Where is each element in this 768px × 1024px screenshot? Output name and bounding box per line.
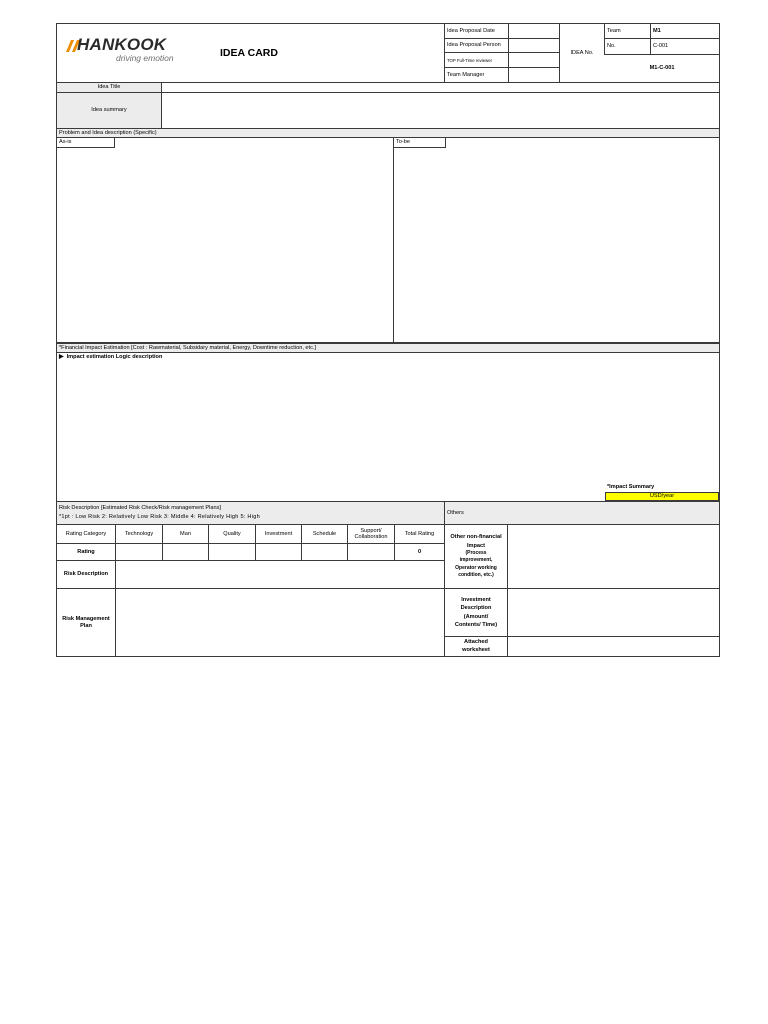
rating-schedule-field[interactable] <box>302 544 347 560</box>
impact-summary-field[interactable]: USD/year <box>605 492 719 501</box>
other-impact-cell <box>445 525 507 588</box>
total-rating-value: 0 <box>417 548 422 555</box>
col-support-collaboration: Support/ Collaboration <box>354 527 388 540</box>
financial-section-label: *Financial Impact Estimation [Cost : Rawmaterial, Subsidary material, Energy, Downtime reduction, etc.] <box>56 343 720 353</box>
triangle-bullet-icon: ▶ <box>59 354 64 361</box>
col-total-rating: Total Rating <box>404 530 435 537</box>
idea-summary-field[interactable] <box>162 93 719 128</box>
idea-code: M1-C-001 <box>649 64 675 71</box>
brand-name: HANKOOK <box>77 35 167 54</box>
risk-section-label: Risk Description [Estimated Risk Check/Risk management Plans] <box>59 505 221 511</box>
rating-label: Rating <box>77 548 95 555</box>
rating-investment-field[interactable] <box>256 544 301 560</box>
other-impact-field[interactable] <box>508 525 719 588</box>
risk-description-field[interactable] <box>116 561 444 588</box>
impact-logic-row <box>57 353 357 362</box>
col-rating-category: Rating Category <box>65 530 107 537</box>
attached-worksheet-label: Attached worksheet <box>462 638 490 653</box>
card-title: IDEA CARD <box>220 47 278 59</box>
impact-logic-label: Impact estimation Logic description <box>66 354 163 361</box>
proposal-date-label: Idea Proposal Date <box>447 27 495 34</box>
top-reviewer-field[interactable] <box>509 53 558 67</box>
top-reviewer-label: TOP Full-Time reviewer <box>447 57 493 63</box>
other-impact-note: (Process improvement, Operator working condition, etc.) <box>455 549 497 579</box>
impact-summary-label: *Impact Summary <box>607 484 655 490</box>
col-quality: Quality <box>223 530 241 537</box>
team-manager-field[interactable] <box>509 68 558 82</box>
idea-title-field[interactable] <box>162 83 719 92</box>
investment-description-label: Investment Description (Amount/ Contents/ Time) <box>454 596 498 628</box>
proposal-date-field[interactable] <box>509 24 558 38</box>
idea-title-label: Idea Title <box>57 83 161 92</box>
to-be-field[interactable] <box>395 149 719 342</box>
risk-plan-label: Risk Management Plan <box>62 616 110 629</box>
no-label: No. <box>607 43 616 50</box>
risk-description-label: Risk Description <box>63 571 109 578</box>
attached-worksheet-field[interactable] <box>508 637 719 656</box>
col-technology: Technology <box>124 530 154 537</box>
proposal-person-field[interactable] <box>509 39 558 52</box>
col-schedule: Schedule <box>312 530 337 537</box>
risk-header <box>57 502 444 524</box>
rating-support-field[interactable] <box>348 544 394 560</box>
risk-plan-field[interactable] <box>116 589 444 656</box>
investment-description-field[interactable] <box>508 589 719 636</box>
brand-tagline: driving emotion <box>116 53 174 63</box>
idea-card-form <box>56 23 720 657</box>
team-label: Team <box>607 27 621 34</box>
hankook-logo <box>64 36 184 64</box>
col-man: Man <box>180 530 191 537</box>
other-impact-label: Other non-financial Impact <box>450 534 502 549</box>
impact-logic-field[interactable] <box>57 363 719 483</box>
others-label: Others <box>445 502 719 524</box>
idea-no-label: IDEA No. <box>570 49 594 56</box>
idea-summary-label: Idea summary <box>57 93 161 128</box>
to-be-label: To-be <box>393 137 446 148</box>
col-investment: Investment <box>264 530 293 537</box>
proposal-person-label: Idea Proposal Person <box>447 42 501 49</box>
rating-quality-field[interactable] <box>209 544 255 560</box>
team-manager-label: Team Manager <box>447 71 485 78</box>
risk-scale-note: *1pt : Low Risk 2: Relatively Low Risk 3: Middle 4: Relatively High 5: High <box>59 514 260 520</box>
rating-man-field[interactable] <box>163 544 208 560</box>
no-value: C-001 <box>653 43 669 50</box>
problem-section-label: Problem and Idea description (Specific) <box>56 128 720 138</box>
rating-technology-field[interactable] <box>116 544 162 560</box>
as-is-field[interactable] <box>57 149 392 342</box>
team-value: M1 <box>653 27 661 34</box>
as-is-label: As-is <box>56 137 115 148</box>
